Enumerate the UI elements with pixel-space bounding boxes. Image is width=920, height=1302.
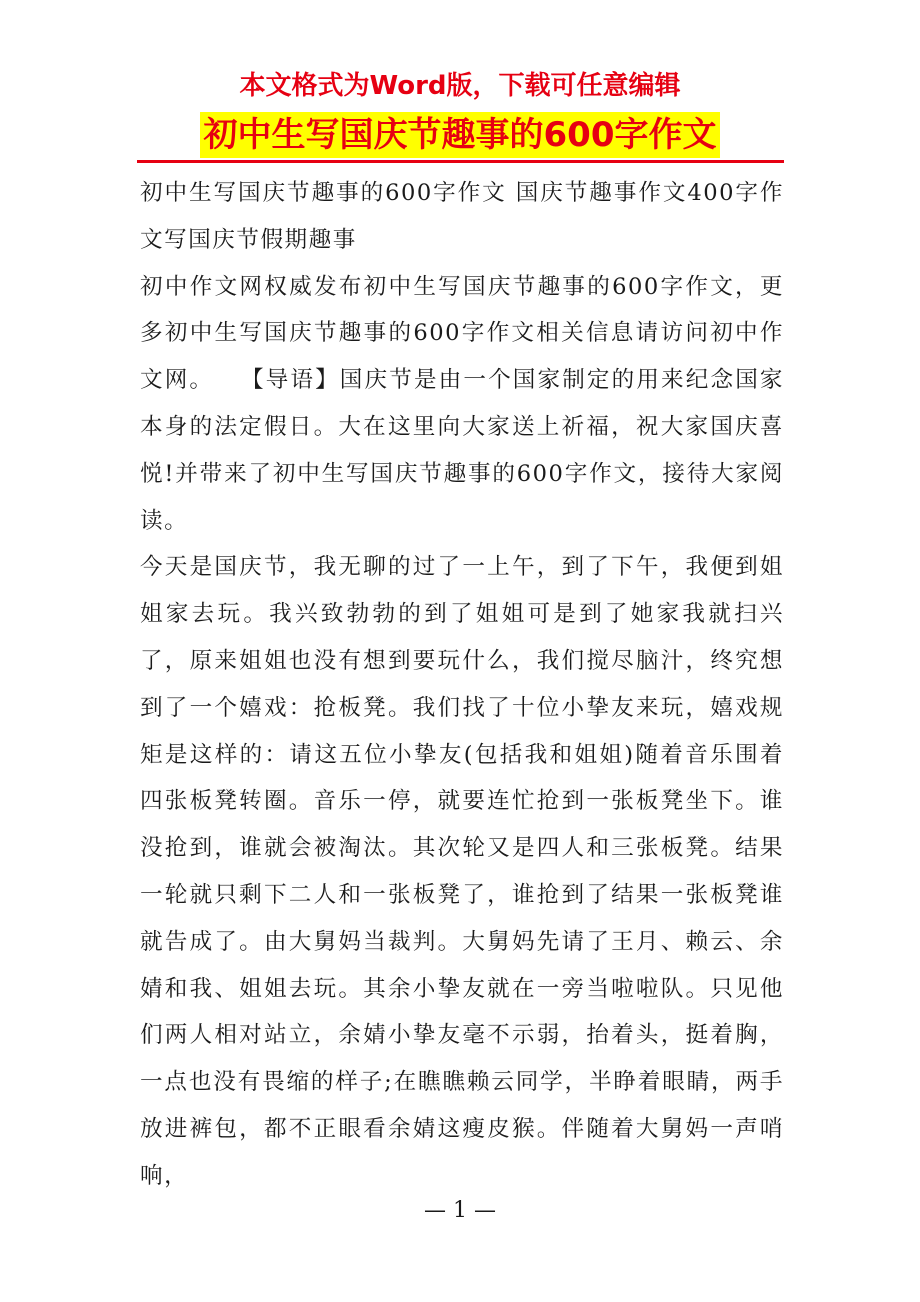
download-notice: 本文格式为Word版，下载可任意编辑 [239,71,681,101]
intro-paragraph: 初中作文网权威发布初中生写国庆节趣事的600字作文，更多初中生写国庆节趣事的600字作文相关信息请访问初中作文网。 【导语】国庆节是由一个国家制定的用来纪念国家本身的法定假日。大在这里向大家送上祈福，祝大家国庆喜悦!并带来了初中生写国庆节趣事的600字作文，接待大家阅读。 [140,273,784,534]
story-paragraph: 今天是国庆节，我无聊的过了一上午，到了下午，我便到姐姐家去玩。我兴致勃勃的到了姐姐可是到了她家我就扫兴了，原来姐姐也没有想到要玩什么，我们搅尽脑汁，终究想到了一个嬉戏：抢板凳。我们找了十位小挚友来玩，嬉戏规矩是这样的：请这五位小挚友(包括我和姐姐)随着音乐围着四张板凳转圈。音乐一停，就要连忙抢到一张板凳坐下。谁没抢到，谁就会被淘汰。其次轮又是四人和三张板凳。结果一轮就只剩下二人和一张板凳了，谁抢到了结果一张板凳谁就告成了。由大舅妈当裁判。大舅妈先请了王月、赖云、余婧和我、姐姐去玩。其余小挚友就在一旁当啦啦队。只见他们两人相对站立，余婧小挚友毫不示弱，抬着头，挺着胸，一点也没有畏缩的样子;在瞧瞧赖云同学，半睁着眼睛，两手放进裤包，都不正眼看余婧这瘦皮猴。伴随着大舅妈一声哨响， [140,554,784,1189]
document-title: 初中生写国庆节趣事的600字作文 [200,112,721,158]
subtitle-paragraph: 初中生写国庆节趣事的600字作文 国庆节趣事作文400字作文写国庆节假期趣事 [140,180,784,253]
title-container [0,112,920,158]
page-number: — 1 — [424,1198,496,1223]
document-body [140,170,784,1200]
title-divider [137,160,784,163]
